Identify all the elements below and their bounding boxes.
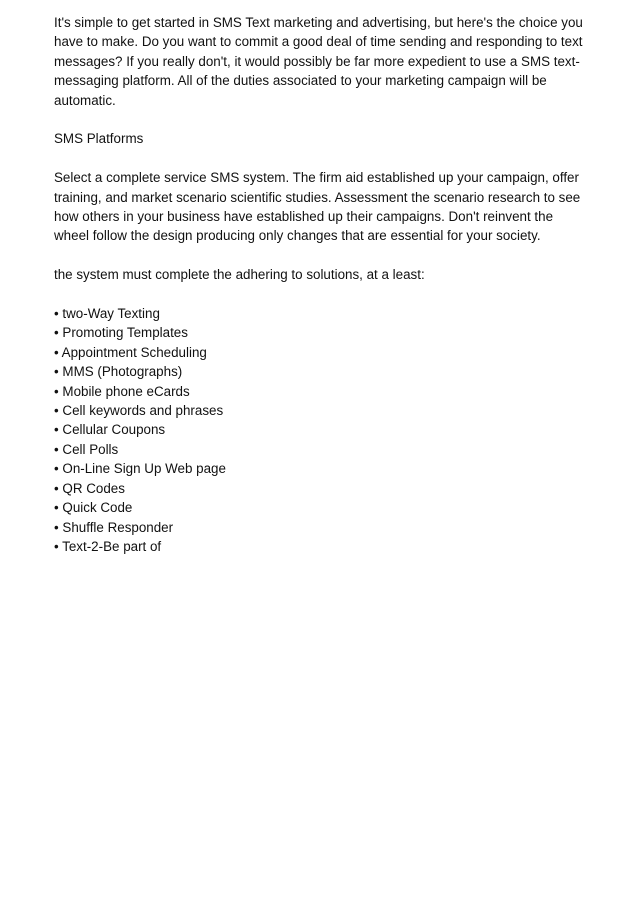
list-item: • Cellular Coupons [54,422,166,438]
list-item: • Mobile phone eCards [54,383,190,399]
intro-paragraph: It's simple to get started in SMS Text marketing and advertising, but here's the choice you have to make. Do you want to commit a good deal of time sending and responding to text messages? If you really don't, it would possibly be far more expedient to use a SMS text-messaging platform. All of the duties associated to your marketing campaign will be automatic. [54,15,583,108]
list-item: • Appointment Scheduling [54,344,207,360]
list-item: • Shuffle Responder [54,519,174,535]
document-page [54,13,584,556]
list-item: • Cell keywords and phrases [54,403,224,419]
list-item: • Cell Polls [54,441,119,457]
list-item: • MMS (Photographs) [54,364,183,380]
list-item: • two-Way Texting [54,306,160,322]
list-item: • On-Line Sign Up Web page [54,461,226,477]
feature-list [54,304,584,556]
list-item: • QR Codes [54,480,125,496]
list-item: • Text-2-Be part of [54,538,162,554]
list-item: • Quick Code [54,500,133,516]
platform-paragraph: Select a complete service SMS system. The firm aid established up your campaign, offer training, and market scenario scientific studies. Assessment the scenario research to see how others in your business have established up their campaigns. Don't reinvent the wheel follow the design producing only changes that are essential for your society. [54,170,581,244]
list-item: • Promoting Templates [54,325,188,341]
list-intro: the system must complete the adhering to solutions, at a least: [54,267,425,283]
section-heading: SMS Platforms [54,131,144,147]
